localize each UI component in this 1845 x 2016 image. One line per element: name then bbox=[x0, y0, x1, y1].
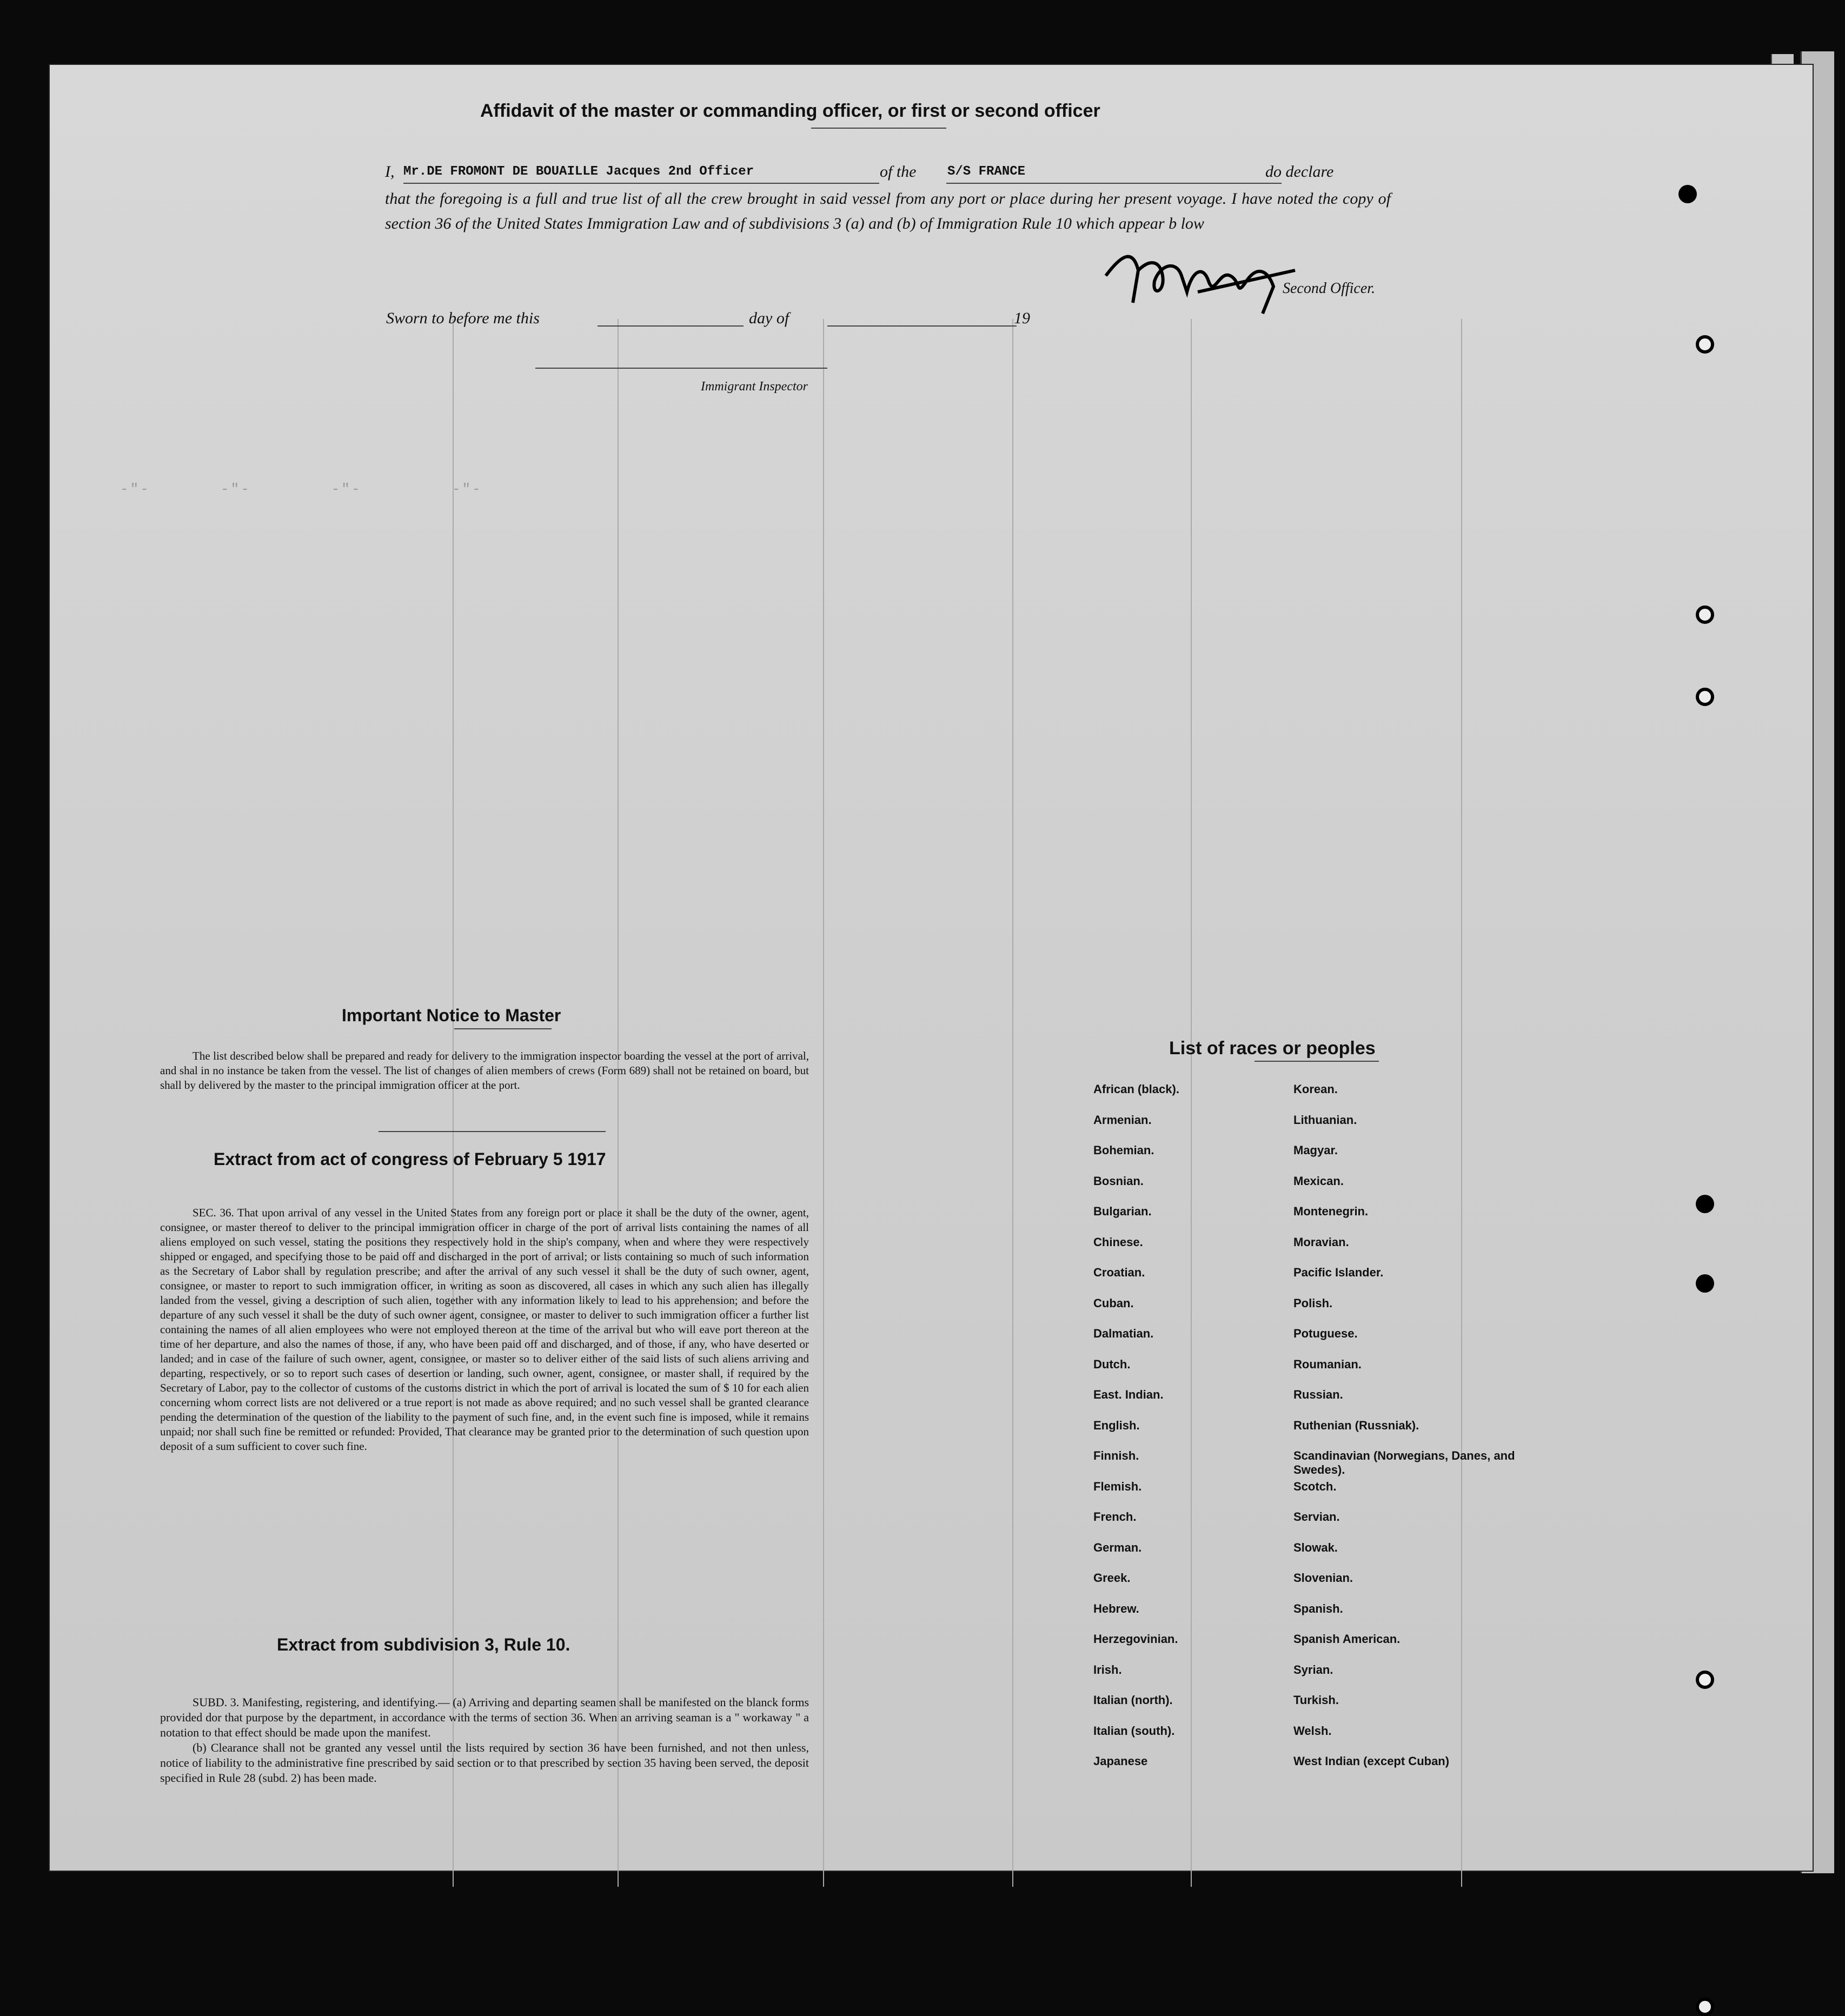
race-item: Montenegrin. bbox=[1293, 1205, 1369, 1218]
column-rule bbox=[823, 319, 824, 1887]
race-item: Lithuanian. bbox=[1293, 1113, 1357, 1127]
race-item: Japanese bbox=[1093, 1754, 1148, 1768]
race-item: Welsh. bbox=[1293, 1724, 1332, 1738]
race-item: Dalmatian. bbox=[1093, 1327, 1154, 1340]
column-rule bbox=[618, 319, 619, 1887]
race-item: Polish. bbox=[1293, 1296, 1333, 1310]
punch-hole bbox=[1696, 1998, 1714, 2016]
race-item: Chinese. bbox=[1093, 1235, 1143, 1249]
race-item: Croatian. bbox=[1093, 1266, 1145, 1279]
punch-hole bbox=[1696, 1671, 1714, 1689]
race-item: West Indian (except Cuban) bbox=[1293, 1754, 1450, 1768]
rule10-text bbox=[160, 1695, 809, 1786]
race-item: Flemish. bbox=[1093, 1479, 1142, 1493]
race-item: Spanish. bbox=[1293, 1601, 1343, 1615]
document-page bbox=[49, 64, 1814, 1872]
punch-hole bbox=[1678, 185, 1697, 203]
do-declare-label: do declare bbox=[1265, 163, 1334, 181]
race-item: East. Indian. bbox=[1093, 1388, 1164, 1401]
race-item: Italian (north). bbox=[1093, 1693, 1173, 1707]
race-item: Bosnian. bbox=[1093, 1174, 1144, 1188]
race-item: Turkish. bbox=[1293, 1693, 1339, 1707]
punch-hole bbox=[1696, 606, 1714, 624]
inspector-label: Immigrant Inspector bbox=[701, 380, 808, 394]
column-rule bbox=[1012, 319, 1013, 1887]
day-of-label: day of bbox=[749, 309, 789, 327]
race-item: Russian. bbox=[1293, 1388, 1343, 1401]
act-section-36-text: SEC. 36. That upon arrival of any vessel in the United States from any foreign port or place it shall be the duty of the owner, agent, consignee, or master thereof to deliver to the principal immigration officer in charge of the port of arrival lists containing the names of all aliens employed on such vessel, stating the positions they respectively hold in the ship's company, when and where they were respectively shipped or engaged, and specifying those to be paid off and discharged in the port of arrival; or lists containing so much of such information as the Secretary of Labor shall by regulation prescribe; and after the arrival of any such vessel it shall be the duty of such owner, agent, consignee, or master to report to such immigration officer, in writing as soon as discovered, all cases in which any such alien has illegally landed from the vessel, giving a description of such alien, together with any information likely to lead to his apprehension; and before the departure of any such vessel it shall be the duty of such owner agent, consignee, or master to deliver to such immigration officer a further list containing the names of all alien employees who were not employed thereon at the time of the arrival but who will eave port thereon at the time of her departure, and also the names of those, if any, who have been paid off and discharged, and of those, if any, who have deserted or landed; and in case of the failure of such owner, agent, consignee, or master so to deliver either of the said lists of such aliens arriving and departing, respectively, or so to report such cases of desertion or landing, such owner, agent, consignee, or master shall, if required by the Secretary of Labor, pay to the collector of customs of the customs district in which the port of arrival is located the sum of $ 10 for each alien concerning whom correct lists are not delivered or a true report is not made as above required; and no such vessel shall be granted clearance pending the determination of the question of the liability to the payment of such fine, and, in the event such fine is imposed, while it remains unpaid; nor shall such fine be remitted or refunded: Provided, That clearance may be granted prior to the determination of such question upon deposit of a sum sufficient to cover such fine. bbox=[160, 1206, 809, 1453]
race-item: Dutch. bbox=[1093, 1357, 1131, 1371]
punch-hole bbox=[1696, 688, 1714, 706]
rule10-heading: Extract from subdivision 3, Rule 10. bbox=[277, 1635, 570, 1654]
vessel-name: S/S FRANCE bbox=[947, 164, 1026, 179]
vessel-line bbox=[946, 183, 1282, 184]
races-right-column bbox=[1293, 1082, 1521, 1785]
rule10-para-a: SUBD. 3. Manifesting, registering, and identifying.— (a) Arriving and departing seamen shall be manifested on the blanck forms provided dor that purpose by the department, in accordance with the terms of section 36. When an arriving seaman is a " workaway " a notation to that effect should be made upon the manifest. bbox=[160, 1695, 809, 1739]
races-left-column bbox=[1093, 1082, 1299, 1785]
race-item: Magyar. bbox=[1293, 1143, 1338, 1157]
notice-text: The list described below shall be prepared and ready for delivery to the immigration inspector boarding the vessel at the port of arrival, and shal in no instance be taken from the vessel. The list of changes of alien members of crews (Form 689) shall not be retained on board, but shall by delivered by the master to the principal immigration officer at the port. bbox=[160, 1049, 809, 1092]
race-item: Korean. bbox=[1293, 1082, 1338, 1096]
race-item: Armenian. bbox=[1093, 1113, 1152, 1127]
sworn-label: Sworn to before me this bbox=[386, 309, 540, 327]
inspector-signature-line bbox=[535, 368, 827, 369]
race-item: Roumanian. bbox=[1293, 1357, 1362, 1371]
race-item: English. bbox=[1093, 1418, 1140, 1432]
race-item: Cuban. bbox=[1093, 1296, 1134, 1310]
race-item: Scandinavian (Norwegians, Danes, and Swedes). bbox=[1293, 1449, 1515, 1476]
notice-underline bbox=[454, 1028, 552, 1029]
officer-name: Mr.DE FROMONT DE BOUAILLE Jacques 2nd Officer bbox=[403, 164, 754, 179]
rule10-para-b: (b) Clearance shall not be granted any vessel until the lists required by section 36 have been furnished, and not then unless, notice of liability to the administrative fine prescribed by said section or to that prescribed by section 35 having been served, the deposit specified in Rule 28 (subd. 2) has been made. bbox=[160, 1741, 809, 1785]
affidavit-heading: Affidavit of the master or commanding officer, or first or second officer bbox=[480, 101, 1100, 121]
affidavit-text bbox=[385, 159, 1391, 236]
race-item: Ruthenian (Russniak). bbox=[1293, 1418, 1419, 1432]
sworn-day-line bbox=[598, 325, 744, 327]
notice-heading: Important Notice to Master bbox=[342, 1006, 561, 1025]
race-item: Slovenian. bbox=[1293, 1571, 1353, 1585]
signature bbox=[1100, 238, 1322, 319]
race-item: Slowak. bbox=[1293, 1540, 1338, 1554]
divider bbox=[379, 1131, 606, 1132]
punch-hole bbox=[1696, 1274, 1714, 1293]
race-item: Mexican. bbox=[1293, 1174, 1344, 1188]
race-item: Scotch. bbox=[1293, 1479, 1337, 1493]
show-through-row: -"- -"- -"- -"- bbox=[120, 481, 482, 497]
month-line bbox=[827, 325, 1017, 327]
race-item: Hebrew. bbox=[1093, 1601, 1139, 1615]
act-heading: Extract from act of congress of February 5 1917 bbox=[214, 1149, 606, 1169]
race-item: Pacific Islander. bbox=[1293, 1266, 1384, 1279]
race-item: Spanish American. bbox=[1293, 1632, 1401, 1646]
race-item: Syrian. bbox=[1293, 1662, 1333, 1676]
race-item: Moravian. bbox=[1293, 1235, 1349, 1249]
races-heading: List of races or peoples bbox=[1169, 1038, 1376, 1059]
affidavit-i: I, bbox=[385, 163, 395, 181]
year-label: 19 bbox=[1014, 309, 1030, 327]
race-item: Bulgarian. bbox=[1093, 1205, 1152, 1218]
race-item: Irish. bbox=[1093, 1662, 1122, 1676]
race-item: Greek. bbox=[1093, 1571, 1131, 1585]
race-item: French. bbox=[1093, 1510, 1137, 1523]
name-line bbox=[403, 183, 879, 184]
affidavit-body: that the foregoing is a full and true list of all the crew brought in said vessel from any port or place during her present voyage. I have noted the copy of section 36 of the United States Immigration Law and of subdivisions 3 (a) and (b) of Immigration Rule 10 which appear b low bbox=[385, 190, 1391, 232]
heading-underline bbox=[811, 128, 946, 129]
race-item: Servian. bbox=[1293, 1510, 1340, 1523]
punch-hole bbox=[1696, 1195, 1714, 1213]
punch-hole bbox=[1696, 335, 1714, 354]
race-item: Herzegovinian. bbox=[1093, 1632, 1178, 1646]
race-item: Bohemian. bbox=[1093, 1143, 1154, 1157]
race-item: Italian (south). bbox=[1093, 1724, 1175, 1738]
race-item: Potuguese. bbox=[1293, 1327, 1358, 1340]
of-the-label: of the bbox=[880, 163, 917, 181]
officer-title: Second Officer. bbox=[1283, 280, 1376, 297]
race-item: German. bbox=[1093, 1540, 1142, 1554]
races-underline bbox=[1255, 1061, 1379, 1062]
race-item: African (black). bbox=[1093, 1082, 1179, 1096]
race-item: Finnish. bbox=[1093, 1449, 1139, 1462]
